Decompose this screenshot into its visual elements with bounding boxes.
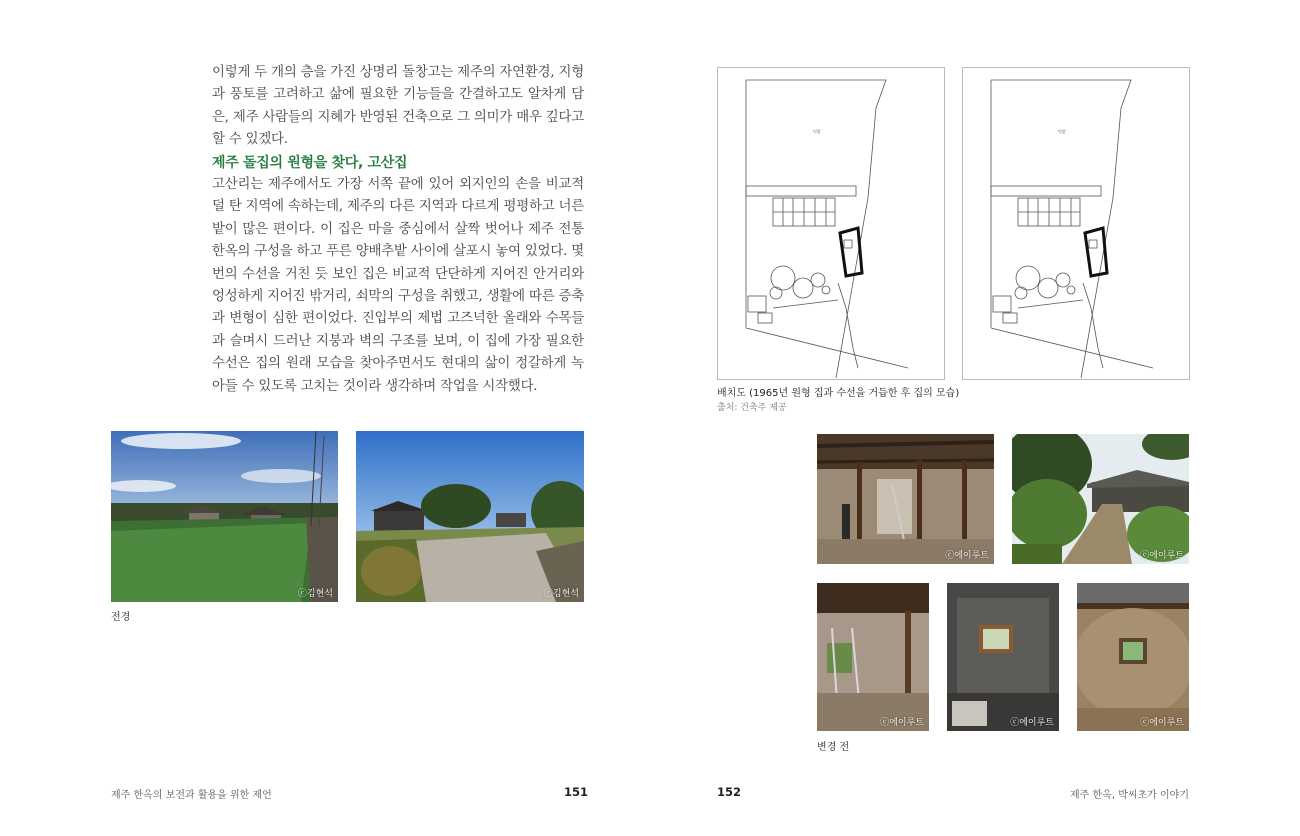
plan-label: 텃밭 [813, 129, 821, 134]
field-photo-image [111, 431, 338, 602]
left-page-number: 151 [564, 785, 589, 799]
mud-wall-photo [1077, 583, 1189, 731]
yard-photo [356, 431, 584, 602]
photo-credit: ⓒ김현석 [297, 589, 333, 599]
photo-credit: ⓒ에이루트 [945, 551, 989, 561]
right-footer-title: 제주 한옥, 박씨초가 이야기 [1070, 790, 1189, 801]
section-heading: 제주 돌집의 원형을 찾다, 고산집 [212, 155, 408, 171]
yard-photo-image [356, 431, 584, 602]
section-text: 고산리는 제주에서도 가장 서쪽 끝에 있어 외지인의 손을 비교적 덜 탄 지역에 속하는데, 제주의 다른 지역과 다르게 평평하고 너른 밭이 많은 편이다. 이 집은 마을 중심에서 살짝 벗어나 제주 전통 한옥의 구성을 하고 푸른 양배추밭 사이에 살포시 놓여 있었다. 몇 번의 수선을 거친 듯 보인 집은 비교적 단단하게 지어진 안거리와 엉성하게 지어진 밖거리, 쇠막의 구성을 취했고, 생활에 따른 증축과 변형이 심한 편이었다. 진입부의 제법 고즈넉한 올래와 수목들과 슬며시 드러난 지붕과 벽의 구조를 보며, 이 집에 가장 필요한 수선은 집의 원래 모습을 찾아주면서도 현대의 삶이 정갈하게 녹아들 수 있도록 고치는 것이라 생각하며 작업을 시작했다. [212, 177, 584, 394]
section-paragraph [212, 174, 584, 398]
left-photo-caption: 전경 [111, 612, 131, 623]
photo-credit: ⓒ에이루트 [880, 718, 924, 728]
interior-frame-photo [817, 434, 994, 564]
exterior-path-image [1012, 434, 1189, 564]
mud-wall-image [1077, 583, 1189, 731]
right-photo-caption: 변경 전 [817, 742, 850, 753]
window-room-photo [947, 583, 1059, 731]
plan-label: 텃밭 [1058, 129, 1066, 134]
window-room-image [947, 583, 1059, 731]
field-photo [111, 431, 338, 602]
site-plan-current [962, 67, 1190, 380]
photo-credit: ⓒ에이루트 [1140, 551, 1184, 561]
ladder-room-photo [817, 583, 929, 731]
photo-credit: ⓒ김현석 [543, 589, 579, 599]
left-footer-title: 제주 한옥의 보전과 활용을 위한 제언 [111, 790, 272, 801]
right-page-number: 152 [717, 785, 742, 799]
site-plan-drawing [963, 68, 1189, 379]
ladder-room-image [817, 583, 929, 731]
intro-text: 이렇게 두 개의 층을 가진 상명리 돌창고는 제주의 자연환경, 지형과 풍토를 고려하고 삶에 필요한 기능들을 간결하고도 알차게 담은, 제주 사람들의 지혜가 반영된 건축으로 그 의미가 매우 깊다고 할 수 있겠다. [212, 65, 584, 148]
photo-credit: ⓒ에이루트 [1140, 718, 1184, 728]
exterior-path-photo [1012, 434, 1189, 564]
plan-source: 출처: 건축주 제공 [717, 403, 787, 413]
site-plan-original [717, 67, 945, 380]
intro-paragraph [212, 62, 584, 152]
plan-caption: 배치도 (1965년 원형 집과 수선을 거듭한 후 집의 모습) [717, 388, 960, 399]
site-plan-drawing [718, 68, 944, 379]
photo-credit: ⓒ에이루트 [1010, 718, 1054, 728]
interior-frame-image [817, 434, 994, 564]
